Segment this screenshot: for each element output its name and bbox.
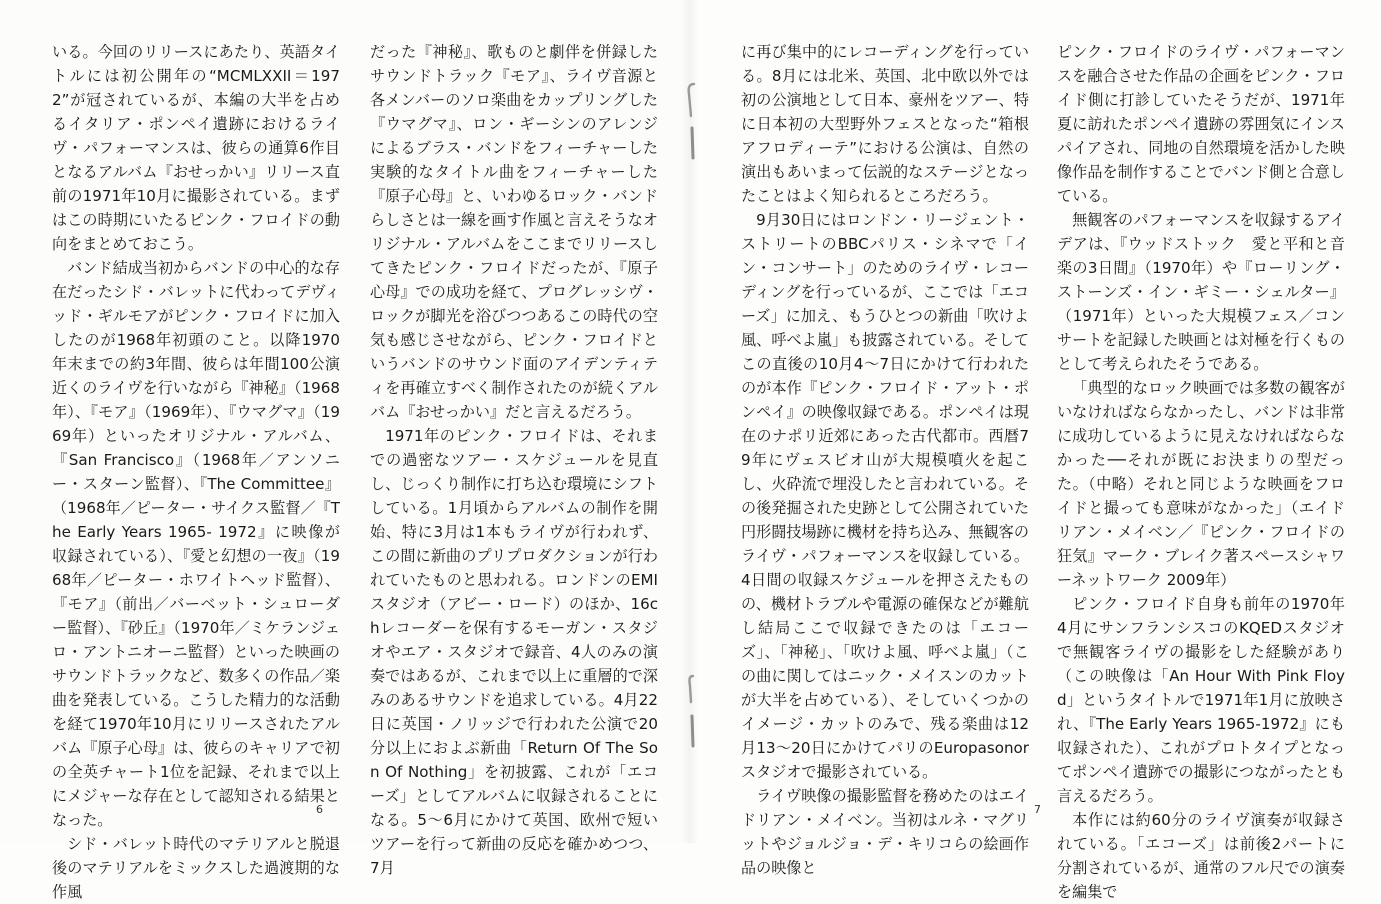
paragraph: 無観客のパフォーマンスを収録するアイデアは、『ウッドストック 愛と平和と音楽の3日間』（1970年）や『ローリング・ストーンズ・イン・ギミー・シェルター』（1971年）といった大規模フェス／コンサートを記録した映画とは対極を行くものとして考えられたそうである。 [1057,211,1345,373]
paragraph: だった『神秘』、歌ものと劇伴を併録したサウンドトラック『モア』、ライヴ音源と各メンバーのソロ楽曲をカップリングした『ウマグマ』、ロン・ギーシンのアレンジによるブラス・バンドをフィーチャーした実験的なタイトル曲をフィーチャーした『原子心母』と、いわゆるロック・バンドらしさとは一線を画す作風と言えそうなオリジナル・アルバムをここまでリリースしてきたピンク・フロイドだったが、『原子心母』での成功を経て、プログレッシヴ・ロックが脚光を浴びつつあるこの時代の空気も感じさせながら、ピンク・フロイドというバンドのサウンド面のアイデンティティを再確立すべく制作されたのが続くアルバム『おせっかい』だと言えるだろう。 [370,43,658,421]
page-number-left: 6 [316,803,323,816]
paragraph: 「典型的なロック映画では多数の観客がいなければならなかったし、バンドは非常に成功しているように見えなければならなかった──それが既にお決まりの型だった。（中略）それと同じような映画をフロイドと撮っても意味がなかった」（エイドリアン・メイベン／『ピンク・フロイドの狂気』マーク・ブレイク著スペースシャワーネットワーク 2009年） [1057,379,1345,589]
staple-top-icon [680,80,704,164]
right-page [690,0,1380,901]
left-page-column-1 [52,40,340,904]
paragraph: いる。今回のリリースにあたり、英語タイトルには初公開年の“MCMLXXII＝1972”が冠されているが、本編の大半を占めるイタリア・ポンペイ遺跡におけるライヴ・パフォーマンスは、彼らの通算6作目となるアルバム『おせっかい』リリース直前の1971年10月に撮影されている。まずはこの時期にいたるピンク・フロイドの動向をまとめておこう。 [52,43,340,253]
staple-bottom-icon [680,672,704,752]
right-page-column-2 [1057,40,1345,904]
paragraph: バンド結成当初からバンドの中心的な存在だったシド・バレットに代わってデヴィッド・ギルモアがピンク・フロイドに加入したのが1968年初頭のこと。以降1970年末までの約3年間、彼らは年間100公演近くのライヴを行いながら『神秘』（1968年）、『モア』（1969年）、『ウマグマ』（1969年）といったオリジナル・アルバム、『San Francisco』（1968年／アンソニー・スターン監督）、『The Committee』（1968年／ピーター・サイクス監督／『The Early Years 1965- 1972』に映像が収録されている）、『愛と幻想の一夜』（1968年／ピーター・ホワイトヘッド監督）、『モア』（前出／バーベット・シュローダー監督）、『砂丘』（1970年／ミケランジェロ・アントニオーニ監督）といった映画のサウンドトラックなど、数多くの作品／楽曲を発表している。こうした精力的な活動を経て1970年10月にリリースされたアルバム『原子心母』は、彼らのキャリアで初の全英チャート1位を記録、それまで以上にメジャーな存在として認知される結果となった。 [52,259,340,829]
paragraph: シド・バレット時代のマテリアルと脱退後のマテリアルをミックスした過渡期的な作風 [52,835,340,901]
paragraph: 1971年のピンク・フロイドは、それまでの過密なツアー・スケジュールを見直し、じっくり制作に打ち込む環境にシフトしている。1月頃からアルバムの制作を開始、特に3月は1本もライヴが行われず、この間に新曲のプリプロダクションが行われていたものと思われる。ロンドンのEMIスタジオ（アビー・ロード）のほか、16chレコーダーを保有するモーガン・スタジオやエア・スタジオで録音、4人のみの演奏ではあるが、これまで以上に重層的で深みのあるサウンドを追求している。4月22日に英国・ノリッジで行われた公演で20分以上におよぶ新曲「Return Of The Son Of Nothing」を初披露、これが「エコーズ」としてアルバムに収録されることになる。5〜6月にかけて英国、欧州で短いツアーを行って新曲の反応を確かめつつ、7月 [370,427,658,877]
paragraph: ピンク・フロイドのライヴ・パフォーマンスを融合させた作品の企画をピンク・フロイド側に打診していたそうだが、1971年夏に訪れたポンペイ遺跡の雰囲気にインスパイアされ、同地の自然環境を活かした映像作品を制作することでバンド側と合意している。 [1057,43,1345,205]
left-page-column-2 [370,40,658,880]
paragraph: に再び集中的にレコーディングを行っている。8月には北米、英国、北中欧以外では初の公演地として日本、豪州をツアー、特に日本初の大型野外フェスとなった“箱根アフロディーテ”における公演は、自然の演出もあいまって伝説的なステージとなったことはよく知られるところだろう。 [741,43,1029,205]
paragraph: ライヴ映像の撮影監督を務めたのはエイドリアン・メイベン。当初はルネ・マグリットやジョルジョ・デ・キリコらの絵画作品の映像と [741,787,1029,877]
page-number-right: 7 [1034,803,1041,816]
paragraph: ピンク・フロイド自身も前年の1970年4月にサンフランシスコのKQEDスタジオで無観客ライヴの撮影をした経験があり（この映像は「An Hour With Pink Floyd」というタイトルで1971年1月に放映され、『The Early Years 1965-1972』にも収録された）、これがプロトタイプとなってポンペイ遺跡での撮影につながったとも言えるだろう。 [1057,595,1345,805]
paragraph: 本作には約60分のライヴ演奏が収録されている。「エコーズ」は前後2パートに分割されているが、通常のフル尺での演奏を編集で [1057,811,1345,901]
left-page [0,0,690,901]
paragraph: 9月30日にはロンドン・リージェント・ストリートのBBCパリス・シネマで「イン・コンサート」のためのライヴ・レコーディングを行っているが、ここでは「エコーズ」に加え、もうひとつの新曲「吹けよ風、呼べよ嵐」も披露されている。そしてこの直後の10月4〜7日にかけて行われたのが本作『ピンク・フロイド・アット・ポンペイ』の映像収録である。ポンペイは現在のナポリ近郊にあった古代都市。西暦79年にヴェスビオ山が大規模噴火を起こし、火砕流で埋没したと言われている。その後発掘された史跡として公開されていた円形闘技場跡に機材を持ち込み、無観客のライヴ・パフォーマンスを収録している。4日間の収録スケジュールを押さえたものの、機材トラブルや電源の確保などが難航し結局ここで収録できたのは「エコーズ」、「神秘」、「吹けよ風、呼べよ嵐」（この曲に関してはニック・メイスンのカットが大半を占めている）、そしていくつかのイメージ・カットのみで、残る楽曲は12月13〜20日にかけてパリのEuropasonorスタジオで撮影されている。 [741,211,1029,781]
right-page-column-1 [741,40,1029,880]
